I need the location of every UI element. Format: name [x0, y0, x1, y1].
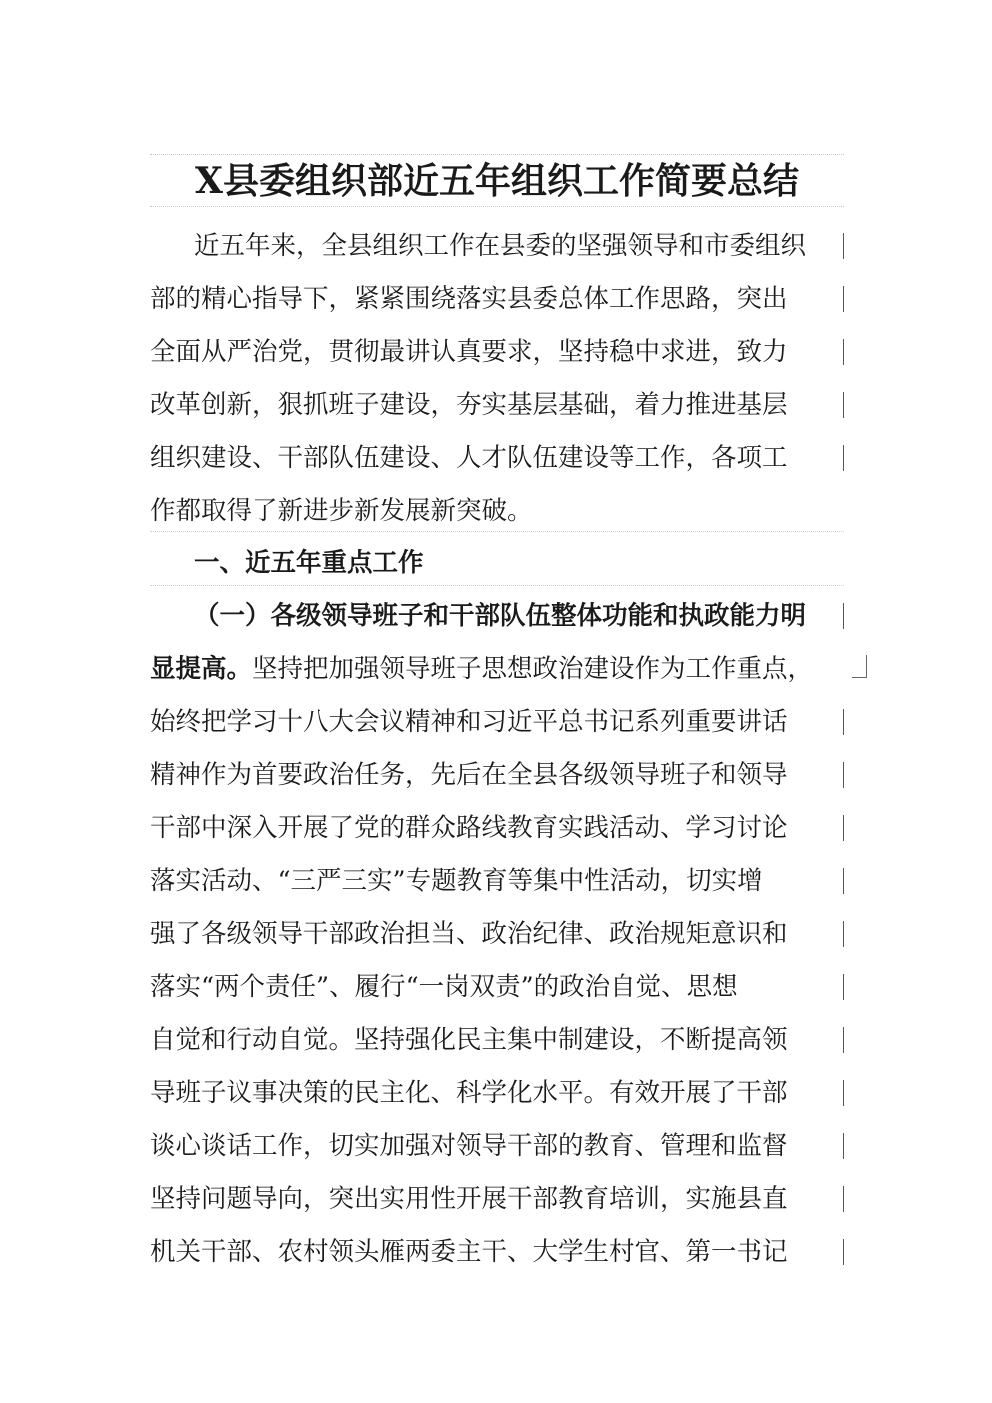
- subsection-heading-end: 显提高。: [150, 654, 253, 684]
- body-line: 强了各级领导干部政治担当、政治纪律、政治规矩意识和: [150, 919, 788, 949]
- paragraph-rule: [150, 585, 844, 586]
- margin-mark: [843, 1080, 844, 1106]
- margin-mark: [843, 974, 844, 1000]
- margin-mark: [843, 1186, 844, 1212]
- title-bottom-rule: [150, 206, 844, 207]
- body-line: 谈心谈话工作，切实加强对领导干部的教育、管理和监督: [150, 1131, 788, 1161]
- body-line: 落实“两个责任”、履行“一岗双责”的政治自觉、思想: [150, 972, 738, 1002]
- subsection-heading: （一）各级领导班子和干部队伍整体功能和执政能力明: [194, 601, 807, 631]
- body-line: 始终把学习十八大会议精神和习近平总书记系列重要讲话: [150, 707, 788, 737]
- margin-mark: [843, 709, 844, 735]
- intro-line: 组织建设、干部队伍建设、人才队伍建设等工作，各项工: [150, 443, 788, 473]
- margin-mark: [843, 1239, 844, 1265]
- margin-mark: [843, 1027, 844, 1053]
- body-line: 干部中深入开展了党的群众路线教育实践活动、学习讨论: [150, 813, 788, 843]
- body-line: 坚持问题导向，突出实用性开展干部教育培训，实施县直: [150, 1184, 788, 1214]
- body-line: 导班子议事决策的民主化、科学化水平。有效开展了干部: [150, 1078, 788, 1108]
- intro-line: 部的精心指导下，紧紧围绕落实县委总体工作思路，突出: [150, 284, 788, 314]
- intro-line: 改革创新，狠抓班子建设，夯实基层基础，着力推进基层: [150, 390, 788, 420]
- margin-mark: [843, 392, 844, 418]
- margin-mark: [843, 603, 844, 629]
- intro-line: 全面从严治党，贯彻最讲认真要求，坚持稳中求进，致力: [150, 337, 788, 367]
- body-line: 落实活动、“三严三实”专题教育等集中性活动，切实增: [150, 866, 763, 896]
- margin-mark: [843, 286, 844, 312]
- margin-mark: [843, 445, 844, 471]
- document-title: X县委组织部近五年组织工作简要总结: [195, 160, 799, 202]
- body-line: 精神作为首要政治任务，先后在全县各级领导班子和领导: [150, 760, 788, 790]
- body-line: 自觉和行动自觉。坚持强化民主集中制建设，不断提高领: [150, 1025, 788, 1055]
- intro-line: 作都取得了新进步新发展新突破。: [150, 496, 533, 526]
- margin-mark: [843, 815, 844, 841]
- subsection-heading-continued: [150, 643, 813, 695]
- margin-mark: [843, 1133, 844, 1159]
- margin-mark: [843, 762, 844, 788]
- margin-mark: [843, 339, 844, 365]
- subsection-body-start: 坚持把加强领导班子思想政治建设作为工作重点，: [252, 654, 814, 684]
- body-line: 机关干部、农村领头雁两委主干、大学生村官、第一书记: [150, 1237, 788, 1267]
- margin-mark: [843, 868, 844, 894]
- paragraph-rule: [150, 531, 844, 532]
- section-heading: 一、近五年重点工作: [194, 548, 424, 578]
- intro-line: 近五年来，全县组织工作在县委的坚强领导和市委组织: [194, 231, 807, 261]
- margin-mark: [843, 233, 844, 259]
- margin-corner-mark: [852, 655, 867, 678]
- margin-mark: [843, 921, 844, 947]
